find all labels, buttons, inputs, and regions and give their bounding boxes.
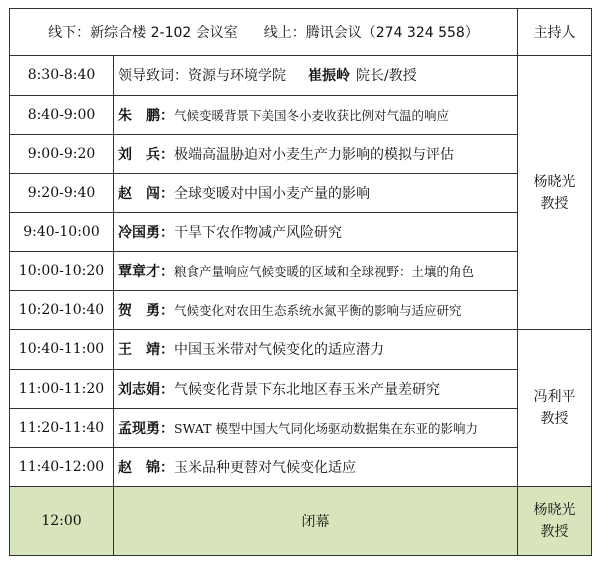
- online-venue: 线上：腾讯会议（274 324 558）: [263, 25, 479, 42]
- table-row: [10, 447, 592, 486]
- topic-cell: [114, 330, 518, 369]
- host-title: 教授: [540, 523, 569, 540]
- time-cell: 10:00-10:20: [10, 252, 114, 291]
- speaker-name: 赵 闯：: [118, 185, 174, 202]
- talk-title: 玉米品种更替对气候变化适应: [174, 459, 356, 476]
- venue-cell: [10, 9, 518, 56]
- speaker-name: 崔振岭: [308, 68, 350, 85]
- topic-cell: [114, 56, 518, 95]
- topic-cell: [114, 408, 518, 447]
- time-cell: 11:20-11:40: [10, 408, 114, 447]
- table-row: [10, 212, 592, 251]
- table-row: [10, 134, 592, 173]
- time-cell: 10:40-11:00: [10, 330, 114, 369]
- topic-cell: [114, 252, 518, 291]
- table-row: [10, 291, 592, 330]
- closing-row: [10, 486, 592, 555]
- closing-label: 闭幕: [114, 486, 518, 555]
- talk-title: 极端高温胁迫对小麦生产力影响的模拟与评估: [174, 146, 454, 163]
- speaker-name: 覃章才：: [118, 264, 174, 281]
- topic-cell: [114, 212, 518, 251]
- time-cell: 8:30-8:40: [10, 56, 114, 95]
- time-cell: 8:40-9:00: [10, 95, 114, 134]
- host-column-header: 主持人: [518, 9, 592, 56]
- header-row: [10, 9, 592, 56]
- time-cell: 9:40-10:00: [10, 212, 114, 251]
- speaker-name: 贺 勇：: [118, 303, 174, 320]
- speaker-name: 王 靖：: [118, 342, 174, 359]
- talk-title: 气候变化背景下东北地区春玉米产量差研究: [174, 381, 440, 398]
- talk-title: 干旱下农作物减产风险研究: [174, 225, 342, 241]
- table-row: [10, 369, 592, 408]
- schedule-table: [9, 8, 592, 556]
- talk-title: 中国玉米带对气候变化的适应潜力: [174, 342, 384, 359]
- talk-title: SWAT 模型中国大气同化场驱动数据集在东亚的影响力: [174, 420, 478, 436]
- speaker-name: 朱 鹏：: [118, 107, 174, 124]
- host-title: 教授: [540, 411, 569, 428]
- table-row: [10, 56, 592, 95]
- talk-title: 粮食产量响应气候变暖的区域和全球视野：土壤的角色: [174, 264, 475, 280]
- talk-title: 院长/教授: [356, 68, 417, 85]
- host-cell: [518, 56, 592, 330]
- closing-time: 12:00: [10, 486, 114, 555]
- table-row: [10, 330, 592, 369]
- time-cell: 10:20-10:40: [10, 291, 114, 330]
- speaker-name: 刘 兵：: [118, 146, 174, 163]
- talk-title: 气候变化对农田生态系统水氮平衡的影响与适应研究: [174, 303, 462, 319]
- topic-cell: [114, 134, 518, 173]
- talk-title: 气候变暖背景下美国冬小麦收获比例对气温的响应: [174, 107, 450, 123]
- offline-venue: 线下：新综合楼 2-102 会议室: [48, 25, 238, 42]
- speaker-name: 孟现勇：: [118, 420, 174, 437]
- topic-cell: [114, 291, 518, 330]
- host-name: 杨晓光: [533, 173, 576, 190]
- host-cell: [518, 330, 592, 487]
- table-row: [10, 173, 592, 212]
- time-cell: 9:20-9:40: [10, 173, 114, 212]
- topic-cell: [114, 369, 518, 408]
- table-row: [10, 252, 592, 291]
- time-cell: 9:00-9:20: [10, 134, 114, 173]
- host-name: 杨晓光: [533, 501, 576, 518]
- time-cell: 11:40-12:00: [10, 447, 114, 486]
- closing-host-cell: [518, 486, 592, 555]
- talk-title: 全球变暖对中国小麦产量的影响: [174, 185, 370, 202]
- topic-cell: [114, 447, 518, 486]
- host-title: 教授: [540, 195, 569, 212]
- speaker-name: 赵 锦：: [118, 459, 174, 476]
- host-name: 冯利平: [533, 389, 576, 406]
- lead-text: 领导致词：资源与环境学院: [118, 68, 286, 85]
- speaker-name: 刘志娟：: [118, 381, 174, 398]
- topic-cell: [114, 95, 518, 134]
- topic-cell: [114, 173, 518, 212]
- table-row: [10, 95, 592, 134]
- time-cell: 11:00-11:20: [10, 369, 114, 408]
- table-row: [10, 408, 592, 447]
- speaker-name: 冷国勇：: [118, 225, 174, 241]
